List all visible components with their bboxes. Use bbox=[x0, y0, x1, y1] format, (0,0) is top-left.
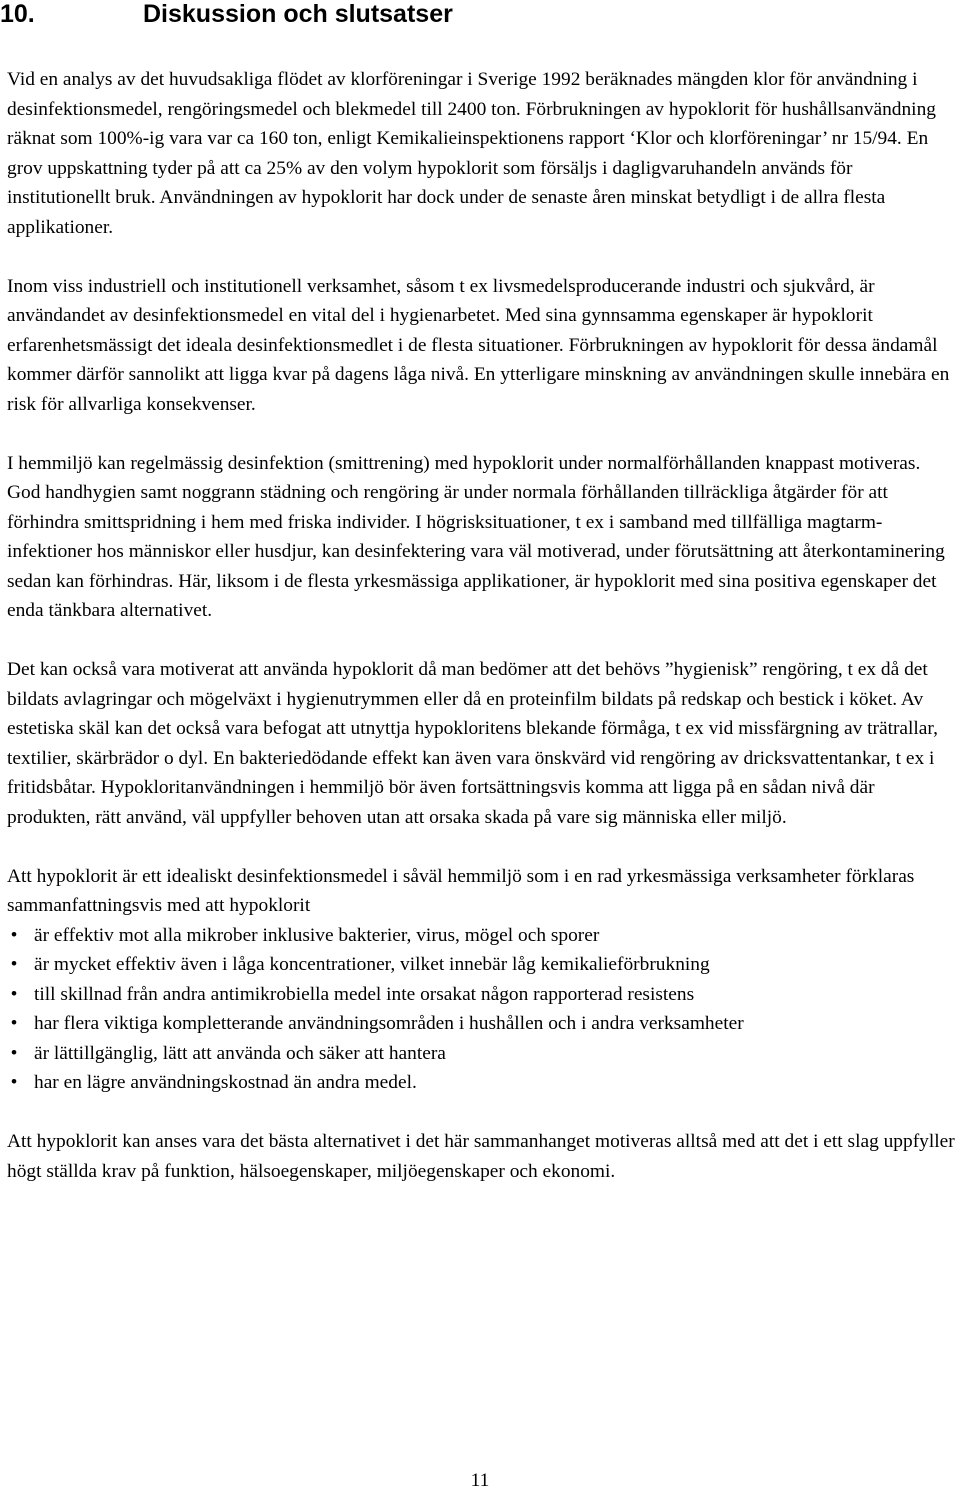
bullet-icon: • bbox=[10, 983, 18, 1005]
section-heading bbox=[0, 0, 453, 28]
bullet-icon: • bbox=[10, 954, 18, 975]
paragraph-2: Inom viss industriell och institutionell verksamhet, såsom t ex livsmedelsproducerande industri och sjukvård, är användandet av desinfektionsmedel en vital del i hygienarbetet. Med sina gynnsamma egenskaper är hypoklorit erfarenhetsmässigt det ideala desinfektionsmedlet i de flesta situationer. Förbrukningen av hypoklorit för dessa ändamål kommer därför sannolikt att ligga kvar på dagens låga nivå. En ytterligare minskning av användningen skulle innebära en risk för allvarliga konsekvenser. bbox=[7, 275, 950, 415]
paragraph-1: Vid en analys av det huvudsakliga flödet av klorföreningar i Sverige 1992 beräknades mängden klor för användning i desinfektionsmedel, rengöringsmedel och blekmedel till 2400 ton. Förbrukningen av hypoklorit för hushållsanvändning räknat som 100%-ig vara var ca 160 ton, enligt Kemikalieinspektionens rapport ‘Klor och klorföreningar’ nr 15/94. En grov uppskattning tyder på att ca 25% av den volym hypoklorit som försäljs i dagligvaruhandeln används för institutionellt bruk. Användningen av hypoklorit har dock under de senaste åren minskat betydligt i de allra flesta applikationer. bbox=[7, 69, 936, 238]
bullet-icon: • bbox=[10, 1072, 18, 1093]
list-item-text: är mycket effektiv även i låga koncentrationer, vilket innebär låg kemikalieförbrukning bbox=[34, 954, 710, 975]
bullet-icon: • bbox=[10, 924, 18, 946]
list-item-text: är lättillgänglig, lätt att använda och säker att hantera bbox=[34, 1042, 446, 1064]
list-item-text: har flera viktiga kompletterande användningsområden i hushållen och i andra verksamheter bbox=[34, 1013, 744, 1034]
bullet-icon: • bbox=[10, 1042, 18, 1064]
list-item bbox=[7, 921, 955, 951]
paragraph-4: Det kan också vara motiverat att använda hypoklorit då man bedömer att det behövs ”hygienisk” rengöring, t ex då det bildats avlagringar och mögelväxt i hygienutrymmen eller då en proteinfilm bildats på redskap och bestick i köket. Av estetiska skäl kan det också vara befogat att utnyttja hypokloritens blekande förmåga, t ex vid missfärgning av trätrallar, textilier, skärbrädor o dyl. En bakteriedödande effekt kan även vara önskvärd vid rengöring av dricksvattentankar, t ex i fritidsbåtar. Hypokloritanvändningen i hemmiljö bör även fortsättningsvis komma att ligga på en sådan nivå där produkten, rätt använd, väl uppfyller behoven utan att orsaka skada på vare sig människa eller miljö. bbox=[7, 659, 938, 828]
list-item-text: till skillnad från andra antimikrobiella medel inte orsakat någon rapporterad resistens bbox=[34, 983, 695, 1005]
bullet-list bbox=[7, 921, 955, 1098]
page-number: 11 bbox=[470, 1470, 490, 1491]
section-number: 10. bbox=[0, 0, 35, 28]
list-item bbox=[7, 1039, 955, 1069]
body-text bbox=[7, 65, 955, 1216]
paragraph-5: Att hypoklorit är ett idealiskt desinfektionsmedel i såväl hemmiljö som i en rad yrkesmässiga verksamheter förklaras sammanfattningsvis med att hypoklorit bbox=[7, 865, 915, 916]
paragraph-3: I hemmiljö kan regelmässig desinfektion (smittrening) med hypoklorit under normalförhållanden knappast motiveras. God handhygien samt noggrann städning och rengöring är under normala förhållanden tillräckliga åtgärder för att förhindra smittspridning i hem med friska individer. I högrisksituationer, t ex i samband med tillfälliga magtarm-infektioner hos människor eller husdjur, kan desinfektering vara väl motiverad, under förutsättning att återkontaminering sedan kan förhindras. Här, liksom i de flesta yrkesmässiga applikationer, är hypoklorit med sina positiva egenskaper det enda tänkbara alternativet. bbox=[7, 452, 945, 621]
list-item bbox=[7, 950, 955, 980]
bullet-icon: • bbox=[10, 1013, 18, 1034]
list-item bbox=[7, 1009, 955, 1039]
list-item bbox=[7, 980, 955, 1010]
list-item-text: har en lägre användningskostnad än andra medel. bbox=[34, 1072, 417, 1093]
section-title: Diskussion och slutsatser bbox=[143, 0, 453, 28]
conclusion-paragraph: Att hypoklorit kan anses vara det bästa alternativet i det här sammanhanget motiveras alltså med att det i ett slag uppfyller högt ställda krav på funktion, hälsoegenskaper, miljöegenskaper och ekonomi. bbox=[7, 1131, 955, 1182]
list-item bbox=[7, 1068, 955, 1098]
list-item-text: är effektiv mot alla mikrober inklusive bakterier, virus, mögel och sporer bbox=[34, 924, 600, 946]
